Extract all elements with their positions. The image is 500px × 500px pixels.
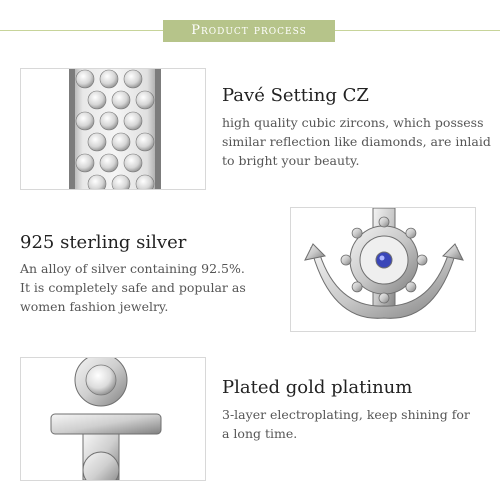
anchor-helm-charm-image bbox=[290, 207, 476, 332]
feature-desc-line: 3-layer electroplating, keep shining for bbox=[222, 407, 470, 422]
zircon-gem bbox=[100, 112, 118, 130]
anchor-charm-closeup-image bbox=[20, 357, 206, 481]
feature-title-pave: Pavé Setting CZ bbox=[222, 85, 369, 106]
feature-desc-line: to bright your beauty. bbox=[222, 153, 360, 168]
header-divider-left bbox=[0, 30, 163, 31]
zircon-gem bbox=[76, 112, 94, 130]
feature-desc-line: An alloy of silver containing 92.5%. bbox=[20, 261, 245, 276]
zircon-gem bbox=[136, 133, 154, 151]
feature-title-silver: 925 sterling silver bbox=[20, 232, 187, 253]
zircon-gem bbox=[136, 91, 154, 109]
helm-spoke-knob bbox=[379, 293, 389, 303]
section-title: Product process bbox=[163, 20, 335, 42]
feature-desc-line: women fashion jewelry. bbox=[20, 299, 169, 314]
pave-cz-closeup-image bbox=[20, 68, 206, 190]
feature-desc-line: a long time. bbox=[222, 426, 298, 441]
zircon-gem bbox=[100, 70, 118, 88]
helm-spoke-knob bbox=[406, 228, 416, 238]
zircon-gem bbox=[124, 70, 142, 88]
helm-spoke-knob bbox=[406, 282, 416, 292]
zircon-gem bbox=[76, 154, 94, 172]
helm-spoke-knob bbox=[341, 255, 351, 265]
section-header bbox=[0, 20, 500, 42]
zircon-gem bbox=[112, 133, 130, 151]
feature-title-plating: Plated gold platinum bbox=[222, 377, 413, 398]
zircon-gem bbox=[124, 154, 142, 172]
zircon-gem bbox=[100, 154, 118, 172]
zircon-gem bbox=[76, 70, 94, 88]
feature-desc-silver bbox=[20, 259, 280, 316]
feature-desc-plating bbox=[222, 405, 492, 443]
zircon-gem bbox=[88, 133, 106, 151]
helm-spoke-knob bbox=[352, 228, 362, 238]
helm-spoke-knob bbox=[352, 282, 362, 292]
helm-spoke-knob bbox=[379, 217, 389, 227]
header-divider-right bbox=[335, 30, 500, 31]
feature-desc-line: It is completely safe and popular as bbox=[20, 280, 246, 295]
feature-desc-pave bbox=[222, 113, 492, 170]
helm-spoke-knob bbox=[417, 255, 427, 265]
zircon-gem bbox=[88, 91, 106, 109]
zircon-gem bbox=[124, 112, 142, 130]
zircon-gem bbox=[112, 91, 130, 109]
feature-desc-line: high quality cubic zircons, which possess bbox=[222, 115, 484, 130]
feature-desc-line: similar reflection like diamonds, are inlaid bbox=[222, 134, 491, 149]
